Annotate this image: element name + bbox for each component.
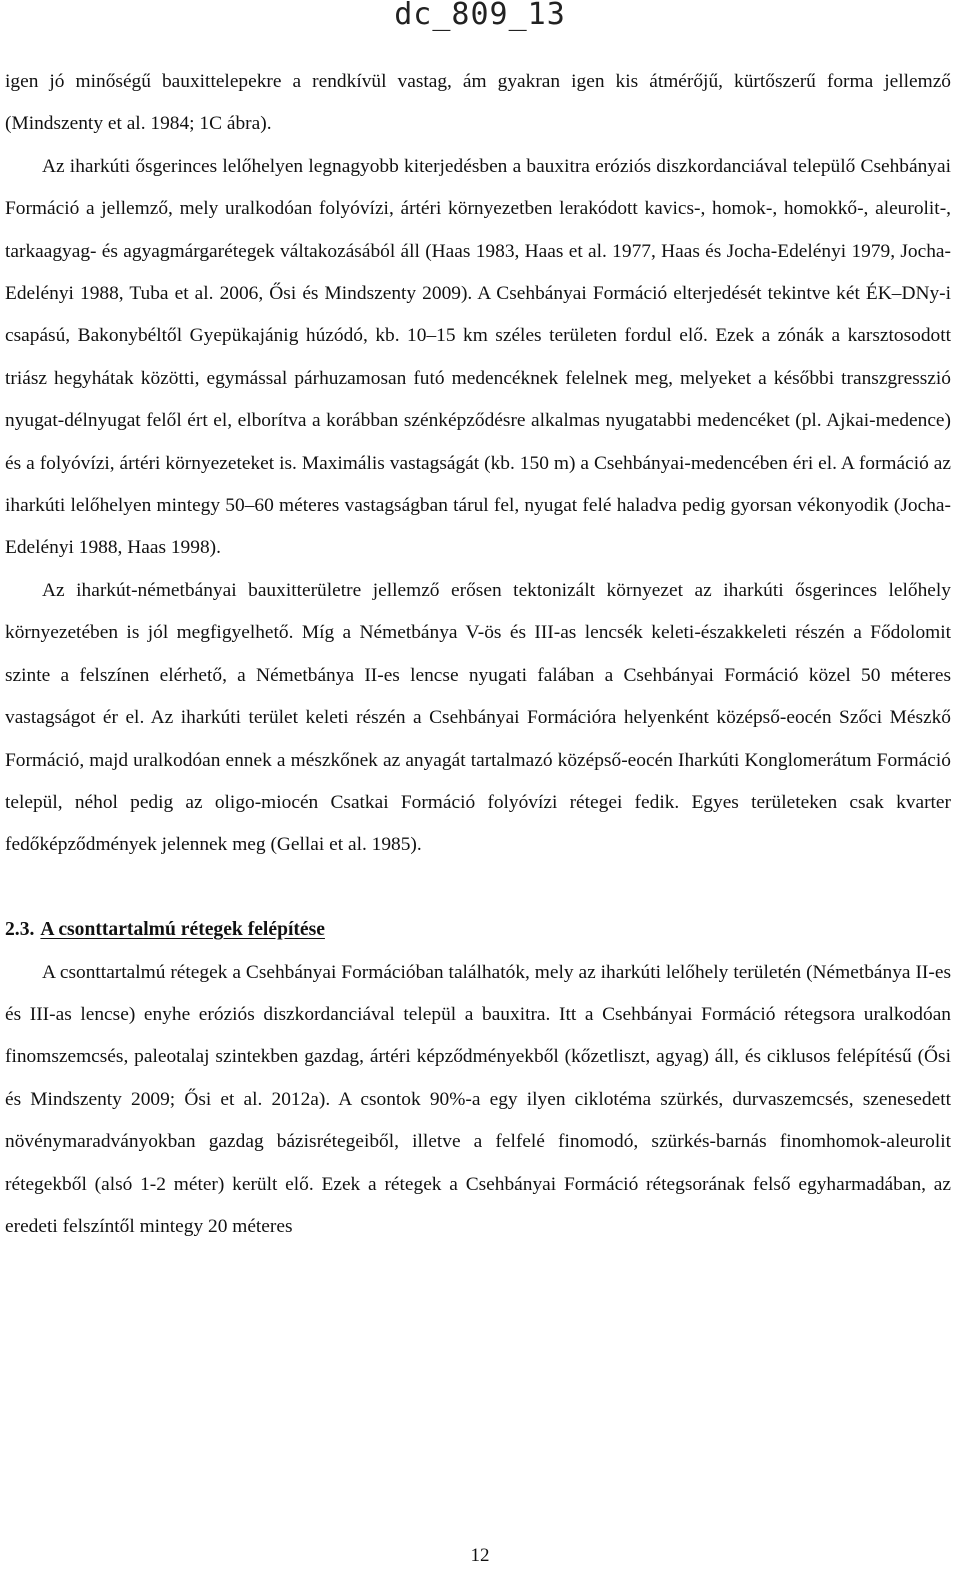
section-number: 2.3. (5, 919, 35, 941)
section-heading (5, 909, 951, 951)
page-number: 12 (470, 1545, 490, 1566)
document-id-header: dc_809_13 (394, 0, 566, 32)
section-title: A csonttartalmú rétegek felépítése (40, 919, 325, 941)
paragraph-tectonic-environment: Az iharkút-németbányai bauxitterületre jellemző erősen tektonizált környezet az iharkúti ősgerinces lelőhely környezetében is jól megfigyelhető. Míg a Németbánya V-ös és III-as lencsék keleti-északkeleti részén a Fődolomit szinte a felszínen elérhető, a Németbánya II-es lencse nyugati falában a Csehbányai Formáció közel 50 méteres vastagságot ér el. Az iharkúti terület keleti részén a Csehbányai Formációra helyenként középső-eocén Szőci Mészkő Formáció, majd uralkodóan ennek a mészkőnek az anyagát tartalmazó középső-eocén Iharkúti Konglomerátum Formáció települ, néhol pedig az oligo-miocén Csatkai Formáció folyóvízi rétegei fedik. Egyes területeken csak kvarter fedőképződmények jelennek meg (Gellai et al. 1985). (5, 579, 951, 856)
paragraph-bone-layers: A csonttartalmú rétegek a Csehbányai Formációban találhatók, mely az iharkúti lelőhely területén (Németbánya II-es és III-as lencse) enyhe eróziós diszkordanciával települ a bauxitra. Itt a Csehbányai Formáció rétegsora uralkodóan finomszemcsés, paleotalaj szintekben gazdag, ártéri képződményekből (kőzetliszt, agyag) áll, és ciklusos felépítésű (Ősi és Mindszenty 2009; Ősi et al. 2012a). A csontok 90%-a egy ilyen ciklotéma szürkés, durvaszemcsés, szenesedett növénymaradványokban gazdag bázisrétegeiből, illetve a felfelé finomodó, szürkés-barnás finomhomok-aleurolit rétegekből (alsó 1-2 méter) került elő. Ezek a rétegek a Csehbányai Formáció rétegsorának felső egyharmadában, az eredeti felszíntől mintegy 20 méteres (5, 961, 951, 1237)
section-spacer (5, 867, 951, 909)
paragraph-continuation: igen jó minőségű bauxittelepekre a rendkívül vastag, ám gyakran igen kis átmérőjű, kürtőszerű forma jellemző (Mindszenty et al. 1984; 1C ábra). (5, 71, 951, 135)
paragraph-csehbanyai-formation: Az iharkúti ősgerinces lelőhelyen legnagyobb kiterjedésben a bauxitra eróziós diszkordanciával települő Csehbányai Formáció a jellemző, mely uralkodóan folyóvízi, ártéri környezetben lerakódott kavics-, homok-, homokkő-, aleurolit-, tarkaagyag- és agyagmárgarétegek váltakozásából áll (Haas 1983, Haas et al. 1977, Haas és Jocha-Edelényi 1979, Jocha-Edelényi 1988, Tuba et al. 2006, Ősi és Mindszenty 2009). A Csehbányai Formáció elterjedését tekintve két ÉK–DNy-i csapású, Bakonybéltől Gyepükajánig húzódó, kb. 10–15 km széles területen fordul elő. Ezek a zónák a karsztosodott triász hegyhátak közötti, egymással párhuzamosan futó medencéknek felelnek meg, melyeket a későbbi transzgresszió nyugat-délnyugat felől ért el, elborítva a korábban szénképződésre alkalmas nyugatabbi medencéket (pl. Ajkai-medence) és a folyóvízi, ártéri környezeteket is. Maximális vastagságát (kb. 150 m) a Csehbányai-medencében éri el. A formáció az iharkúti lelőhelyen mintegy 50–60 méteres vastagságban tárul fel, nyugat felé haladva pedig gyorsan vékonyodik (Jocha-Edelényi 1988, Haas 1998). (5, 155, 951, 559)
page-body (5, 61, 951, 1248)
